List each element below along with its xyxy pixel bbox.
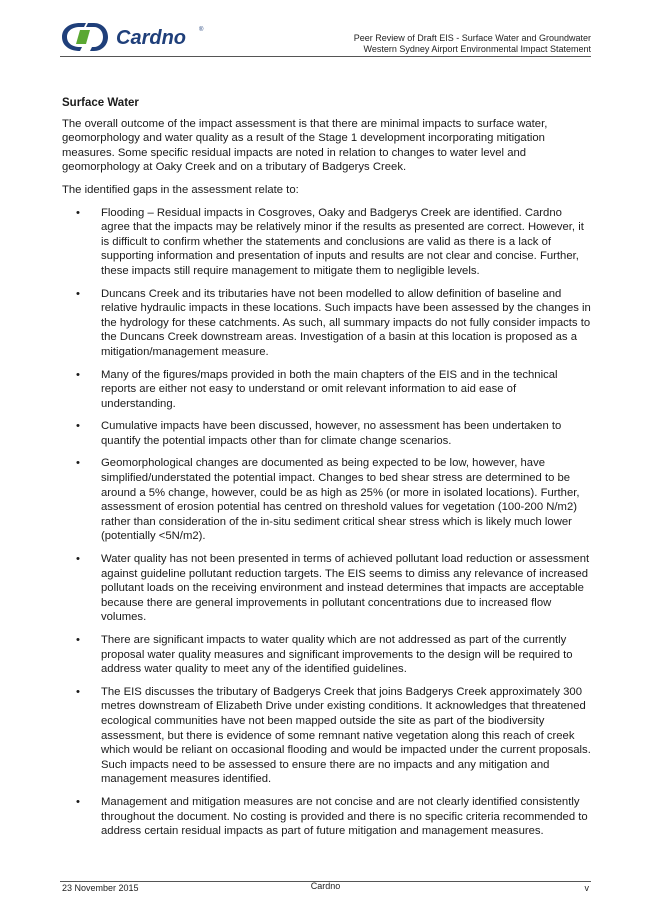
- bullet-icon: •: [76, 368, 80, 381]
- list-item-text: Many of the figures/maps provided in both the main chapters of the EIS and in the technical reports are either not easy to understand or omit relevant information to aid ease of understanding.: [101, 368, 558, 410]
- bullet-icon: •: [76, 685, 80, 698]
- paragraph: The overall outcome of the impact assessment is that there are minimal impacts to surface water, geomorphology and water quality as a result of the Stage 1 development incorporating mitigation measures. Some specific residual impacts are noted in relation to changes to water level and geomorphology at Oaky Creek and on a tributary of Badgerys Creek.: [62, 117, 548, 174]
- list-item-text: Duncans Creek and its tributaries have not been modelled to allow definition of baseline and relative hydraulic impacts in these locations. Such impacts have been assessed by the changes in the hydrology for these catchments. As such, all summary impacts do not fully consider impacts to the Duncans Creek downstream areas. Investigation of a basin at this location is proposed as a mitigation/management measure.: [101, 287, 591, 358]
- logo-wordmark: Cardno: [116, 27, 186, 49]
- paragraph: The identified gaps in the assessment relate to:: [62, 183, 299, 196]
- list-item-text: The EIS discusses the tributary of Badgerys Creek that joins Badgerys Creek approximately 300 metres downstream of Elizabeth Drive under existing conditions. It acknowledges that threatened ecological communities have not been mapped outside the site as part of the biodiversity assessment, but there is evidence of some remnant native vegetation along this reach of creek which would be reliant on occasional flooding and would be impacted under the current proposals. Such impacts need to be assessed to ensure there are no impacts and any mitigation and management measures identified.: [101, 685, 591, 786]
- document-title-line-2: Western Sydney Airport Environmental Impact Statement: [363, 44, 591, 54]
- gaps-list: [62, 206, 592, 839]
- bullet-icon: •: [76, 553, 80, 566]
- list-item: [62, 206, 592, 279]
- bullet-icon: •: [76, 634, 80, 646]
- section-heading: Surface Water: [62, 97, 139, 109]
- list-item-text: Geomorphological changes are documented as being expected to be low, however, have simplified/understated the potential impact. Changes to bed shear stress are determined to be around a 5% change, however, could be as high as 25% (or more in isolated locations). Further, assessment of erosion potential has centred on threshold values for vegetation (100-200 N/m2) rather than consideration of the in-situ sediment critical shear stress which is likely much lower (potentially <5N/m2).: [101, 457, 580, 543]
- list-item: [62, 419, 592, 448]
- list-item: [62, 287, 592, 360]
- page-number: v: [584, 883, 589, 893]
- list-item-text: Cumulative impacts have been discussed, however, no assessment has been undertaken to quantify the potential impacts other than for climate change scenarios.: [101, 420, 562, 447]
- list-item-text: There are significant impacts to water quality which are not addressed as part of the currently proposal water quality measures and significant improvements to the design will be required to address water quality to meet any of the identified guidelines.: [101, 634, 573, 676]
- footer-date: 23 November 2015: [62, 883, 139, 893]
- list-item: [62, 633, 592, 677]
- header-divider: [60, 56, 591, 57]
- document-title: [354, 33, 591, 55]
- bullet-icon: •: [76, 795, 80, 808]
- list-item-text: Flooding – Residual impacts in Cosgroves, Oaky and Badgerys Creek are identified. Cardno agree that the impacts may be relatively minor if the results as presented are correct. However, it is difficult to confirm whether the statements and conclusions are valid as there is a lack of supporting information and presentation of inputs and results are not clear and concise. Further, these impacts still require management to mitigate them to negligible levels.: [101, 206, 584, 277]
- bullet-icon: •: [76, 206, 80, 219]
- list-item: [62, 685, 592, 787]
- cardno-logo-mark: [60, 20, 210, 52]
- list-item-text: Water quality has not been presented in terms of achieved pollutant load reduction or assessment against guideline pollutant reduction targets. The EIS seems to dimiss any relevance of increased pollutant loads on the receiving environment and instead determines that impacts are acceptable because there are general improvements in pollutant concentrations due to increased flow volumes.: [101, 553, 590, 624]
- list-item: [62, 795, 592, 839]
- bullet-icon: •: [76, 287, 80, 300]
- bullet-icon: •: [76, 457, 80, 470]
- list-item: [62, 368, 592, 412]
- logo-registered-mark: ®: [199, 27, 204, 33]
- cardno-logo: [60, 20, 210, 52]
- list-item: [62, 456, 592, 544]
- list-item: [62, 552, 592, 625]
- bullet-icon: •: [76, 420, 80, 433]
- list-item-text: Management and mitigation measures are not concise and are not clearly identified consistently throughout the document. No costing is provided and there is no specific criteria recommended to address certain residual impacts as part of future mitigation and management measures.: [101, 795, 588, 838]
- footer-company: Cardno: [310, 881, 341, 891]
- main-content: [62, 96, 592, 847]
- document-title-line-1: Peer Review of Draft EIS - Surface Water and Groundwater: [353, 33, 591, 43]
- page-footer: [60, 883, 591, 897]
- page-header: [0, 0, 653, 60]
